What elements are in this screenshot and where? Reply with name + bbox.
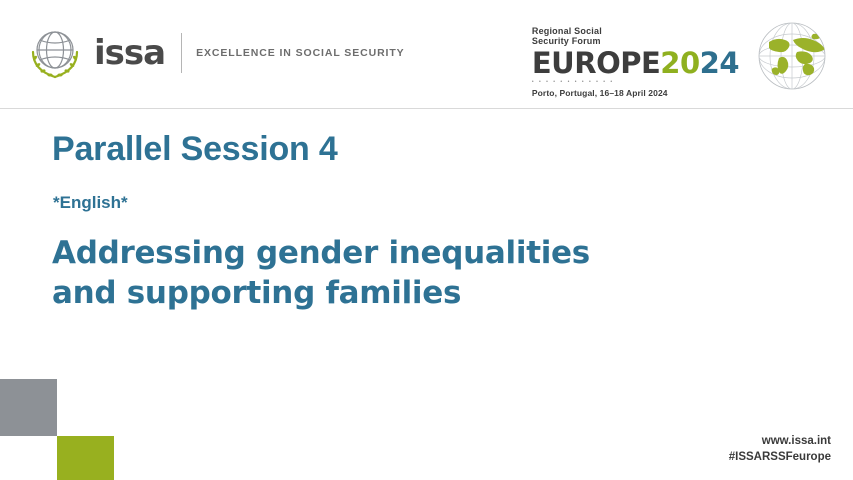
page-title: Parallel Session 4 <box>52 130 338 168</box>
world-map-globe-icon <box>749 20 835 92</box>
footer-hashtag: #ISSARSSFeurope <box>728 451 831 464</box>
issa-laurel-globe-icon <box>24 22 86 84</box>
logo-divider <box>181 33 182 73</box>
decorative-green-square <box>57 436 114 480</box>
forum-dot-rule: • • • • • • • • • • • • <box>531 78 615 85</box>
forum-kicker-line2: Security Forum <box>531 36 601 47</box>
slide-header <box>0 0 853 108</box>
session-subject-line1: Addressing gender inequalities <box>52 235 590 271</box>
forum-title-word: EUROPE <box>531 45 661 80</box>
forum-place-date: Porto, Portugal, 16–18 April 2024 <box>531 87 668 98</box>
forum-title <box>531 45 739 80</box>
forum-lockup <box>531 20 835 98</box>
footer-website: www.issa.int <box>761 434 831 447</box>
forum-year-second: 24 <box>699 45 739 80</box>
session-subject-line2: and supporting families <box>52 274 462 311</box>
forum-year-first: 20 <box>660 45 700 80</box>
issa-wordmark: issa <box>94 33 166 73</box>
forum-kicker-line1: Regional Social <box>531 26 602 36</box>
slide-footer <box>729 433 831 466</box>
session-subject <box>52 234 792 313</box>
forum-text-block <box>532 20 749 98</box>
header-divider <box>0 108 853 109</box>
issa-tagline: EXCELLENCE IN SOCIAL SECURITY <box>196 47 405 59</box>
issa-logo <box>24 22 405 84</box>
language-tag: *English* <box>53 193 128 212</box>
decorative-grey-square <box>0 379 57 436</box>
